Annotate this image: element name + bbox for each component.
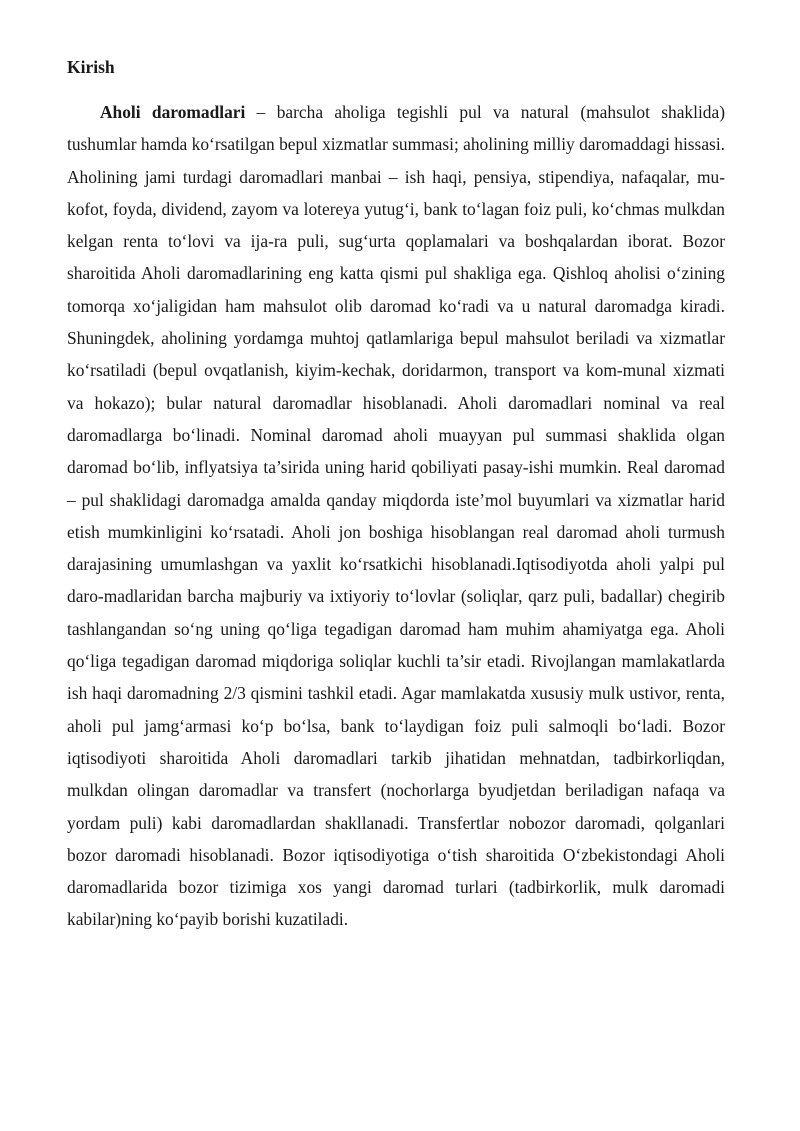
body-paragraph (67, 96, 725, 936)
defined-term: Aholi daromadlari (100, 102, 246, 122)
paragraph-text: – barcha aholiga tegishli pul va natural (mahsulot shaklida) tushumlar hamda ko‘rsatilgan bepul xizmatlar summasi; aholining milliy daromaddagi hissasi. Aholining jami turdagi daromadlari manbai – ish haqi, pensiya, stipendiya, nafaqalar, mu-kofot, foyda, dividend, zayom va lotereya yutug‘i, bank to‘lagan foiz puli, ko‘chmas mulkdan kelgan renta to‘lovi va ija-ra puli, sug‘urta qoplamalari va boshqalardan iborat. Bozor sharoitida Aholi daromadlarining eng katta qismi pul shakliga ega. Qishloq aholisi o‘zining tomorqa xo‘jaligidan ham mahsulot olib daromad ko‘radi va u natural daromadga kiradi. Shuningdek, aholining yordamga muhtoj qatlamlariga bepul mahsulot beriladi va xizmatlar ko‘rsatiladi (bepul ovqatlanish, kiyim-kechak, doridarmon, transport va kom-munal xizmati va hokazo); bular natural daromadlar hisoblanadi. Aholi daromadlari nominal va real daromadlarga bo‘linadi. Nominal daromad aholi muayyan pul summasi shaklida olgan daromad bo‘lib, inflyatsiya ta’sirida uning harid qobiliyati pasay-ishi mumkin. Real daromad – pul shaklidagi daromadga amalda qanday miqdorda iste’mol buyumlari va xizmatlar harid etish mumkinligini ko‘rsatadi. Aholi jon boshiga hisoblangan real daromad aholi turmush darajasining umumlashgan va yaxlit ko‘rsatkichi hisoblanadi.Iqtisodiyotda aholi yalpi pul daro-madlaridan barcha majburiy va ixtiyoriy to‘lovlar (soliqlar, qarz puli, badallar) chegirib tashlangandan so‘ng uning qo‘liga tegadigan daromad ham muhim ahamiyatga ega. Aholi qo‘liga tegadigan daromad miqdoriga soliqlar kuchli ta’sir etadi. Rivojlangan mamlakatlarda ish haqi daromadning 2/3 qismini tashkil etadi. Agar mamlakatda xususiy mulk ustivor, renta, aholi pul jamg‘armasi ko‘p bo‘lsa, bank to‘laydigan foiz puli salmoqli bo‘ladi. Bozor iqtisodiyoti sharoitida Aholi daromadlari tarkib jihatidan mehnatdan, tadbirkorliqdan, mulkdan olingan daromadlar va transfert (nochorlarga byudjetdan beriladigan nafaqa va yordam puli) kabi daromadlardan shakllanadi. Transfertlar nobozor daromadi, qolganlari bozor daromadi hisoblanadi. Bozor iqtisodiyotiga o‘tish sharoitida O‘zbekistondagi Aholi daromadlarida bozor tizimiga xos yangi daromad turlari (tadbirkorlik, mulk daromadi kabilar)ning ko‘payib borishi kuzatiladi. (67, 102, 725, 930)
section-heading: Kirish (67, 57, 115, 77)
